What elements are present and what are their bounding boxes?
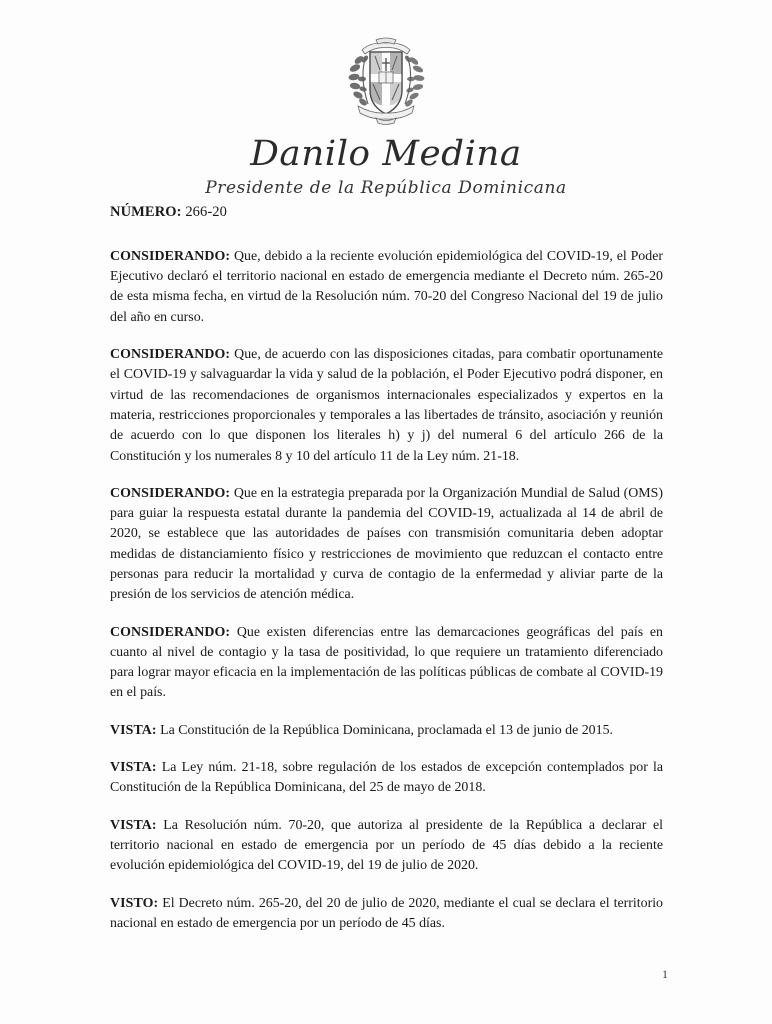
clause-keyword: CONSIDERANDO: <box>110 248 231 264</box>
dominican-republic-coat-of-arms-icon <box>332 34 440 130</box>
clause-visto-1 <box>110 894 663 935</box>
clause-keyword: VISTA: <box>110 760 157 776</box>
page-number: 1 <box>662 967 668 981</box>
clause-text: La Constitución de la República Dominicana, proclamada el 13 de junio de 2015. <box>156 722 613 738</box>
decree-number-line <box>110 203 663 222</box>
clause-text: Que, debido a la reciente evolución epidemiológica del COVID-19, el Poder Ejecutivo declaró el territorio nacional en estado de emergencia mediante el Decreto núm. 265-20 de esta misma fecha, en virtud de la Resolución núm. 70-20 del Congreso Nacional del 19 de julio del año en curso. <box>110 248 663 325</box>
clause-keyword: CONSIDERANDO: <box>110 347 231 363</box>
clause-text: La Ley núm. 21-18, sobre regulación de los estados de excepción contemplados por la Constitución de la República Dominicana, del 25 de mayo de 2018. <box>110 760 663 796</box>
clause-text: El Decreto núm. 265-20, del 20 de julio de 2020, mediante el cual se declara el territorio nacional en estado de emergencia por un período de 45 días. <box>110 895 663 931</box>
document-body <box>110 203 663 951</box>
clause-considerando-4 <box>110 623 663 704</box>
clause-keyword: CONSIDERANDO: <box>110 624 231 640</box>
clause-text: Que, de acuerdo con las disposiciones citadas, para combatir oportunamente el COVID-19 y salvaguardar la vida y salud de la población, el Poder Ejecutivo podrá disponer, en virtud de las recomendaciones de organismos internacionales especializados y expertos en la materia, restricciones proporcionales y temporales a las libertades de tránsito, asociación y reunión de acuerdo con lo que disponen los literales h) y j) del numeral 6 del artículo 266 de la Constitución y los numerales 8 y 10 del artículo 11 de la Ley núm. 21-18. <box>110 347 663 464</box>
clause-keyword: VISTA: <box>110 817 157 833</box>
clause-text: Que existen diferencias entre las demarcaciones geográficas del país en cuanto al nivel de contagio y la tasa de positividad, lo que requiere un tratamiento diferenciado para lograr mayor eficacia en la implementación de las políticas públicas de combate al COVID-19 en el país. <box>110 624 663 701</box>
president-name: Danilo Medina <box>250 134 522 174</box>
clause-text: La Resolución núm. 70-20, que autoriza al presidente de la República a declarar el territorio nacional en estado de emergencia por un período de 45 días debido a la reciente evolución epidemiológica del COVID-19, del 19 de julio de 2020. <box>110 817 663 874</box>
letterhead <box>0 0 772 198</box>
clause-vista-3 <box>110 816 663 877</box>
clause-vista-2 <box>110 758 663 799</box>
clause-considerando-1 <box>110 247 663 328</box>
decree-number-label: NÚMERO: <box>110 204 182 220</box>
clause-vista-1 <box>110 721 663 741</box>
clause-keyword: CONSIDERANDO: <box>110 485 231 501</box>
decree-number-value: 266-20 <box>185 204 228 220</box>
clause-keyword: VISTO: <box>110 895 159 911</box>
clause-considerando-3 <box>110 484 663 606</box>
clause-text: Que en la estrategia preparada por la Organización Mundial de Salud (OMS) para guiar la respuesta estatal durante la pandemia del COVID-19, actualizada al 14 de abril de 2020, se establece que las autoridades de países con transmisión comunitaria deben adoptar medidas de distanciamiento físico y restricciones de movimiento que reduzcan el contacto entre personas para reducir la mortalidad y curva de contagio de la enfermedad y aliviar parte de la presión de los servicios de atención médica. <box>110 485 663 603</box>
president-title: Presidente de la República Dominicana <box>205 177 567 198</box>
clause-keyword: VISTA: <box>110 722 157 738</box>
clause-considerando-2 <box>110 345 663 467</box>
